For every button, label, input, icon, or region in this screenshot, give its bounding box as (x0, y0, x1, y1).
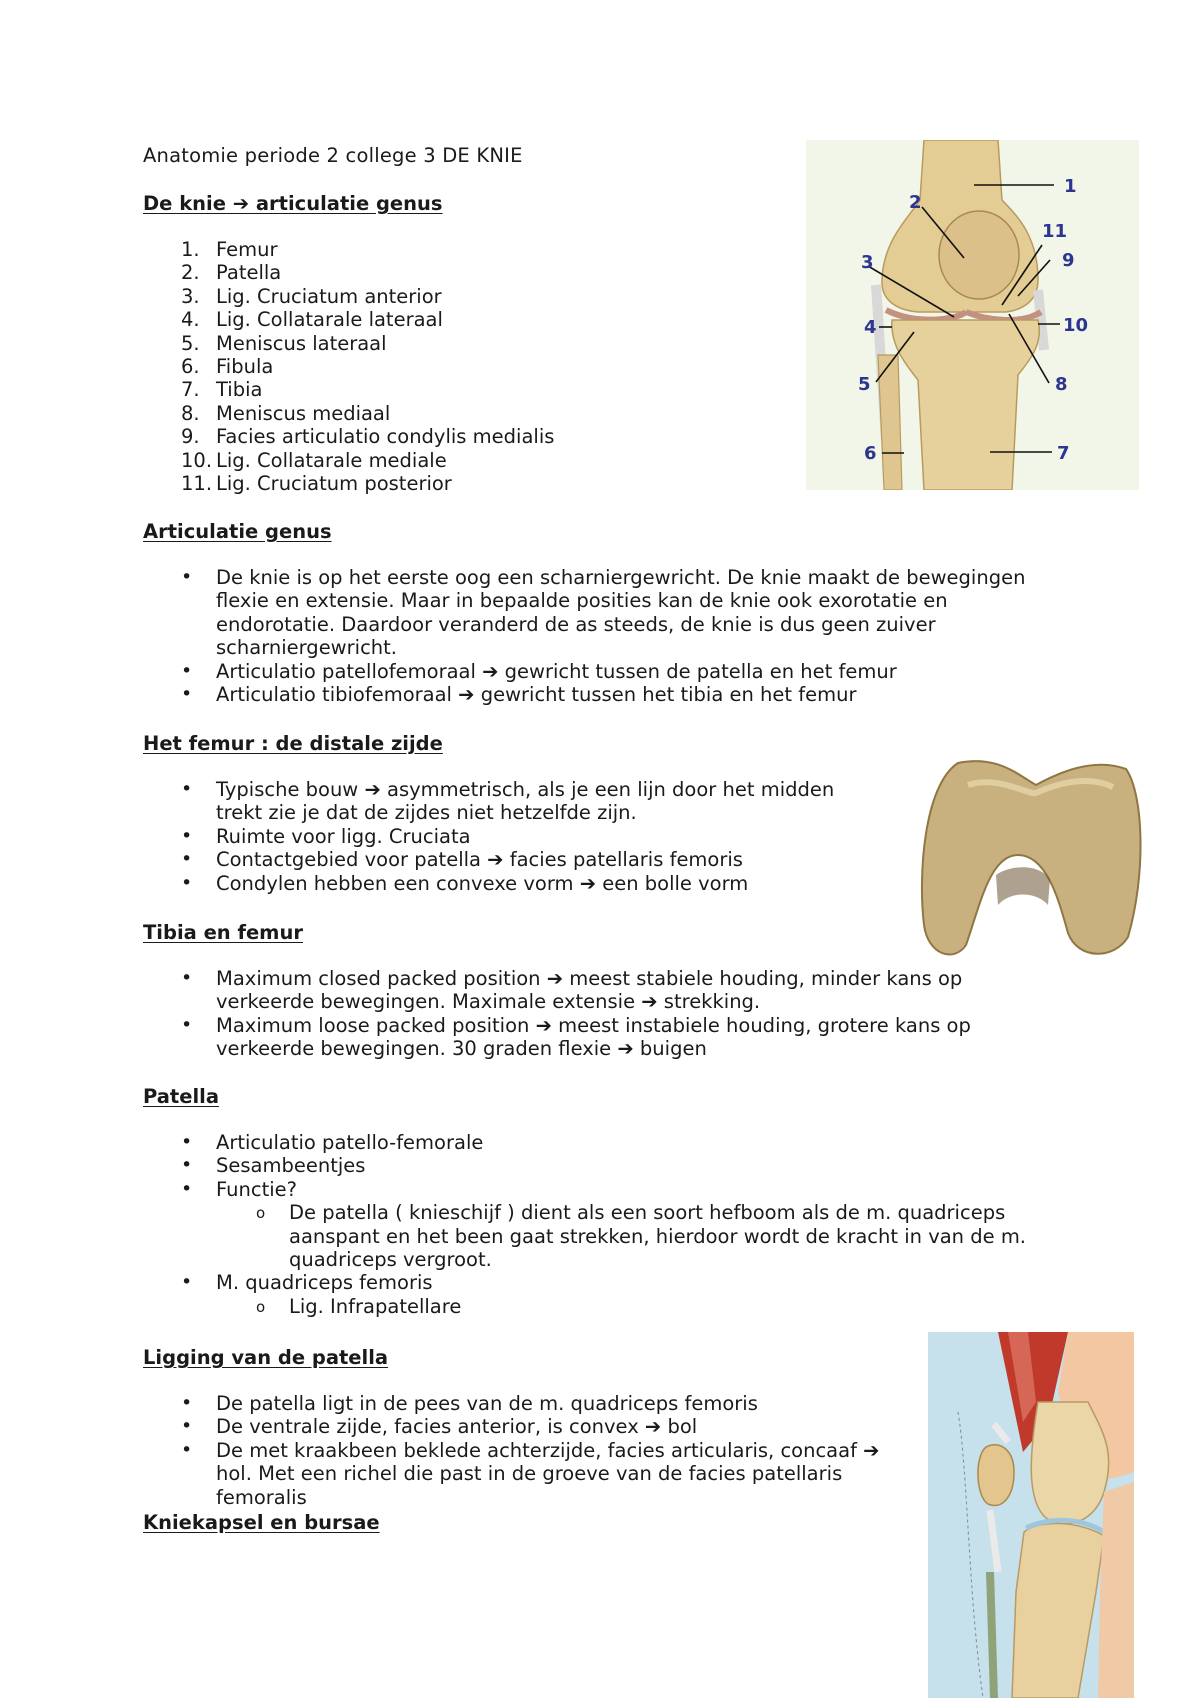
medial-ligament-shape (1038, 290, 1044, 350)
sublist-quadriceps (216, 1295, 1073, 1318)
list-item: 9. Facies articulatio condylis medialis (181, 425, 555, 449)
numbered-list-knee-parts (143, 238, 554, 495)
figure-label-5: 5 (858, 374, 871, 395)
figure-label-10: 10 (1063, 315, 1089, 336)
bullet-list-ligging (143, 1392, 913, 1509)
list-item: • Articulatio patellofemoraal ➔ gewricht tussen de patella en het femur (143, 660, 1063, 683)
list-item: 7. Tibia (181, 378, 263, 402)
figure-label-7: 7 (1057, 443, 1070, 464)
list-item: 3. Lig. Cruciatum anterior (181, 284, 442, 308)
list-item: 10. Lig. Collatarale mediale (181, 448, 447, 472)
list-item: 6. Fibula (181, 354, 274, 378)
patella-shape (939, 211, 1019, 299)
list-item: • Articulatio tibiofemoraal ➔ gewricht tussen het tibia en het femur (143, 683, 1063, 706)
list-item: • De ventrale zijde, facies anterior, is convex ➔ bol (143, 1415, 913, 1438)
bullet-list-patella (143, 1131, 1073, 1318)
figure-label-6: 6 (864, 443, 877, 464)
heading-tibia-en-femur: Tibia en femur (143, 921, 303, 944)
list-item: • Functie? o De patella ( knieschijf ) dient als een soort hefboom als de m. quadriceps aanspant en het been gaat strekken, hierdoor wordt de kracht in van de m. quadriceps vergroot. (143, 1178, 1073, 1272)
heading-articulatie-genus: Articulatie genus (143, 520, 332, 543)
heading-het-femur: Het femur : de distale zijde (143, 732, 443, 755)
heading-de-knie: De knie ➔ articulatie genus (143, 192, 443, 215)
figure-label-8: 8 (1055, 374, 1068, 395)
figure-label-9: 9 (1062, 250, 1075, 271)
bullet-list-femur (143, 778, 863, 895)
sublist-functie (216, 1201, 1073, 1271)
figure-label-1: 1 (1064, 176, 1077, 197)
list-item: • De met kraakbeen beklede achterzijde, facies articularis, concaaf ➔ hol. Met een richel die past in de groeve van de facies patellaris femoralis (143, 1439, 913, 1509)
bullet-list-articulatie (143, 566, 1063, 706)
list-item: • De patella ligt in de pees van de m. quadriceps femoris (143, 1392, 913, 1415)
posterior-tissue-shape (1098, 1482, 1134, 1698)
list-item: 4. Lig. Collatarale lateraal (181, 308, 443, 332)
femur-distal-figure (918, 755, 1148, 965)
list-item: • Maximum loose packed position ➔ meest instabiele houding, grotere kans op verkeerde bewegingen. 30 graden flexie ➔ buigen (143, 1014, 1043, 1061)
heading-ligging-patella: Ligging van de patella (143, 1346, 389, 1369)
list-item: 2. Patella (181, 261, 282, 285)
list-item: • Contactgebied voor patella ➔ facies patellaris femoris (143, 848, 863, 871)
list-item: • Typische bouw ➔ asymmetrisch, als je een lijn door het midden trekt zie je dat de zijdes niet hetzelfde zijn. (143, 778, 863, 825)
sub-list-item: o Lig. Infrapatellare (216, 1295, 1073, 1318)
knee-anatomy-figure (806, 140, 1139, 490)
list-item: • M. quadriceps femoris o Lig. Infrapatellare (143, 1271, 1073, 1318)
list-item: • Condylen hebben een convexe vorm ➔ een bolle vorm (143, 872, 863, 895)
list-item: • Articulatio patello-femorale (143, 1131, 1073, 1154)
figure-label-2: 2 (909, 192, 922, 213)
document-title: Anatomie periode 2 college 3 DE KNIE (143, 144, 523, 167)
figure-label-4: 4 (864, 317, 877, 338)
sub-list-item: o De patella ( knieschijf ) dient als een soort hefboom als de m. quadriceps aanspant en het been gaat strekken, hierdoor wordt de kracht in van de m. quadriceps vergroot. (216, 1201, 1073, 1271)
figure-label-11: 11 (1042, 221, 1068, 242)
bullet-list-tibia-femur (143, 967, 1043, 1061)
femur-condyle-shape (1031, 1402, 1108, 1524)
sagittal-knee-figure (928, 1332, 1134, 1698)
heading-patella: Patella (143, 1085, 220, 1108)
heading-kniekapsel: Kniekapsel en bursae (143, 1511, 380, 1534)
list-item: 11. Lig. Cruciatum posterior (181, 471, 452, 495)
figure-label-3: 3 (861, 252, 874, 273)
list-item: 5. Meniscus lateraal (181, 331, 387, 355)
list-item: • Sesambeentjes (143, 1154, 1073, 1177)
list-item: • Maximum closed packed position ➔ meest stabiele houding, minder kans op verkeerde bewegingen. Maximale extensie ➔ strekking. (143, 967, 1043, 1014)
list-item: 8. Meniscus mediaal (181, 401, 391, 425)
list-item: • De knie is op het eerste oog een scharniergewricht. De knie maakt de bewegingen flexie en extensie. Maar in bepaalde posities kan de knie ook exorotatie en endorotatie. Daardoor veranderd de as steeds, de knie is dus geen zuiver scharniergewricht. (143, 566, 1063, 660)
intercondylar-shadow (996, 867, 1050, 905)
patella-sagittal-shape (978, 1445, 1014, 1506)
list-item: 1. Femur (181, 238, 278, 261)
list-item: • Ruimte voor ligg. Cruciata (143, 825, 863, 848)
